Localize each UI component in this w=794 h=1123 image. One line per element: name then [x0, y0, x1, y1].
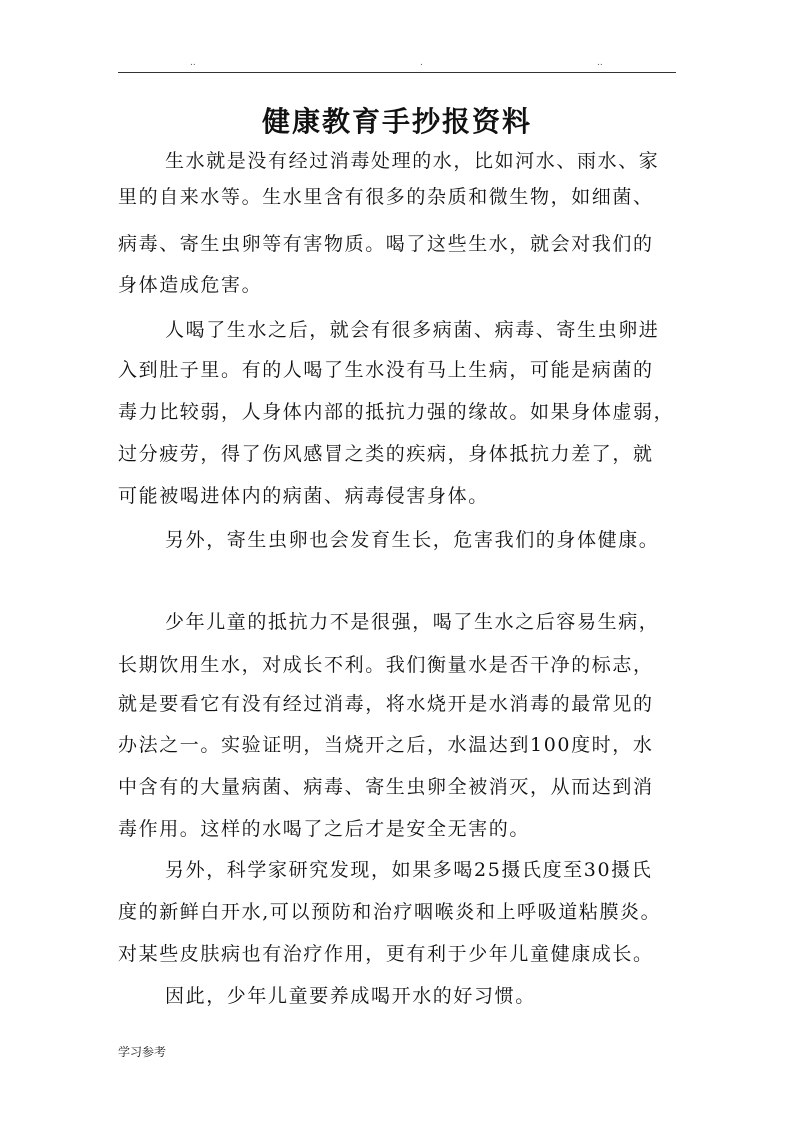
paragraph-line: 对某些皮肤病也有治疗作用，更有利于少年儿童健康成长。: [118, 943, 654, 965]
paragraph-line: 人喝了生水之后，就会有很多病菌、病毒、寄生虫卵进: [165, 319, 660, 341]
paragraph-line: 因此，少年儿童要养成喝开水的好习惯。: [165, 985, 536, 1007]
paragraph-line: 过分疲劳，得了伤风感冒之类的疾病，身体抵抗力差了，就: [118, 443, 654, 465]
paragraph-line: 另外，寄生虫卵也会发育生长，危害我们的身体健康。: [165, 529, 660, 551]
paragraph-line: 毒力比较弱，人身体内部的抵抗力强的缘故。如果身体虚弱，: [118, 401, 675, 423]
paragraph-line: 就是要看它有没有经过消毒，将水烧开是水消毒的最常见的: [118, 693, 654, 715]
paragraph-line: 度的新鲜白开水,可以预防和治疗咽喉炎和上呼吸道粘膜炎。: [118, 901, 662, 923]
header-mark-right: ..: [597, 58, 603, 68]
header-mark-center: .: [420, 58, 423, 68]
paragraph-line: 中含有的大量病菌、病毒、寄生虫卵全被消灭，从而达到消: [118, 776, 654, 798]
paragraph-line: 生水就是没有经过消毒处理的水，比如河水、雨水、家: [165, 150, 660, 172]
paragraph-line: 身体造成危害。: [118, 274, 263, 296]
paragraph-line: 少年儿童的抵抗力不是很强，喝了生水之后容易生病，: [165, 611, 660, 633]
header-rule: [118, 72, 676, 73]
paragraph-line: 里的自来水等。生水里含有很多的杂质和微生物，如细菌、: [118, 186, 654, 208]
page-title: 健康教育手抄报资料: [261, 105, 532, 138]
header-mark-left: ..: [190, 58, 196, 68]
paragraph-line: 办法之一。实验证明，当烧开之后，水温达到100度时，水: [118, 734, 654, 756]
paragraph-line: 可能被喝进体内的病菌、病毒侵害身体。: [118, 485, 489, 507]
paragraph-line: 毒作用。这样的水喝了之后才是安全无害的。: [118, 818, 531, 840]
footer-label: 学习参考: [118, 1045, 167, 1059]
paragraph-line: 病毒、寄生虫卵等有害物质。喝了这些生水，就会对我们的: [118, 233, 654, 255]
paragraph-line: 入到肚子里。有的人喝了生水没有马上生病，可能是病菌的: [118, 359, 654, 381]
paragraph-line: 长期饮用生水，对成长不利。我们衡量水是否干净的标志，: [118, 654, 654, 676]
paragraph-line: 另外，科学家研究发现，如果多喝25摄氏度至30摄氏: [165, 859, 653, 881]
